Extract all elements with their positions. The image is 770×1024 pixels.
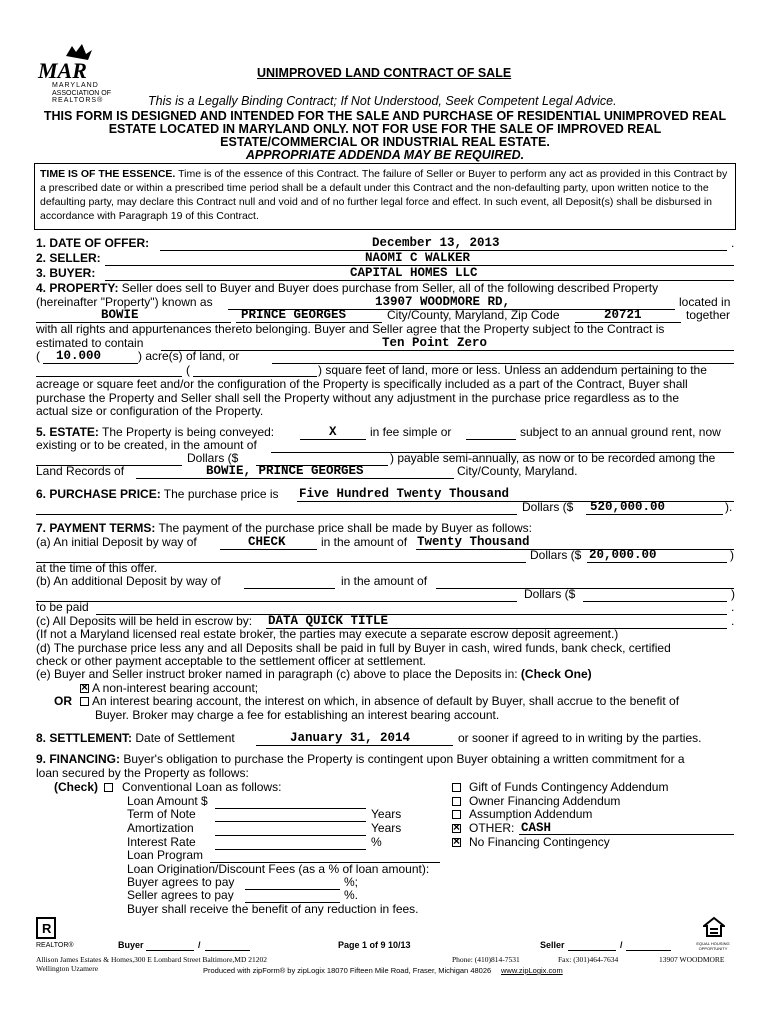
fee-simple-field[interactable]: X [329,425,337,439]
buyer-field[interactable]: CAPITAL HOMES LLC [350,266,478,280]
time-essence-box [34,163,736,230]
add-deposit-dollars: Dollars ($ [524,587,576,601]
estate-text3: subject to an annual ground rent, now [520,425,721,439]
footer-slash1: / [198,940,201,950]
property-text2: (hereinafter "Property") known as [36,295,213,309]
purchase-price-words-field[interactable]: Five Hundred Twenty Thousand [299,487,510,501]
header-line3: ESTATE/COMMERCIAL OR INDUSTRIAL REAL ESTATE. [220,135,550,149]
check-label: (Check) [54,780,99,794]
payment-b2: in the amount of [341,574,428,588]
city-county-zip: City/County, Maryland, Zip Code [387,308,560,322]
eho-label: EQUAL HOUSING OPPORTUNITY [696,941,730,951]
property-text5: acreage or square feet and/or the configuration of the Property is specifically included as a part of the Contract, Buyer shall [36,377,688,391]
payment-a2: in the amount of [321,535,408,549]
produced-with: Produced with zipForm® by zipLogix 18070 Fifteen Mile Road, Fraser, Michigan 48026 [203,966,492,975]
fees-label: Loan Origination/Discount Fees (as a % of loan amount): [127,862,430,876]
amort-label: Amortization [127,821,194,835]
or-label: OR [54,694,72,708]
deposit-dollars: Dollars ($ [530,548,582,562]
mar-logo-icon [36,42,106,82]
settlement-label: 8. SETTLEMENT: [36,731,133,745]
purchase-price-amount-field[interactable]: 520,000.00 [590,500,666,514]
financing-text1: Buyer's obligation to purchase the Property is contingent upon Buyer obtaining a written commitment for a [120,752,685,766]
payment-c1-dot: . [731,614,735,628]
payment-terms-text1: The payment of the purchase price shall be made by Buyer as follows: [155,521,533,535]
deposit-words-field[interactable]: Twenty Thousand [417,535,530,549]
page-title: UNIMPROVED LAND CONTRACT OF SALE [257,66,512,80]
date-of-offer-end: . [731,236,735,250]
sqft-paren: ( [186,363,190,377]
svg-text:MAR: MAR [38,58,87,82]
years1: Years [371,807,402,821]
property-text4: estimated to contain [36,336,144,350]
payment-a1: (a) An initial Deposit by way of [36,535,197,549]
owner-label: Owner Financing Addendum [469,794,621,808]
purchase-price-text1: The purchase price is [160,487,279,501]
realtor-label: REALTOR® [36,942,74,949]
purchase-price-end: ). [725,500,733,514]
settlement-date-field[interactable]: January 31, 2014 [290,731,411,745]
estate-text2: in fee simple or [370,425,452,439]
date-of-offer-label: 1. DATE OF OFFER: [36,236,150,250]
payment-a3: at the time of this offer. [36,561,158,575]
payment-e1: (e) Buyer and Seller instruct broker named in paragraph (c) above to place the Deposits in: [36,667,518,681]
settlement-text1: Date of Settlement [132,731,235,745]
acres-text: ) acre(s) of land, or [138,349,240,363]
property-text3: with all rights and appurtenances thereto belonging. Buyer and Seller agree that the Property subject to the Contract is [36,322,665,336]
payment-c1: (c) All Deposits will be held in escrow by: [36,614,253,628]
other-field[interactable]: CASH [521,821,552,835]
property-address-field[interactable]: 13907 WOODMORE RD, [375,295,511,309]
estate-label: 5. ESTATE: [36,425,99,439]
equal-housing-icon [703,916,725,941]
owner-checkbox[interactable] [452,797,461,806]
deposit-way-field[interactable]: CHECK [248,535,286,549]
other-checkbox[interactable] [452,824,461,833]
payment-b1: (b) An additional Deposit by way of [36,574,221,588]
zip-field[interactable]: 20721 [604,308,642,322]
program-label: Loan Program [127,848,204,862]
payment-c2: (If not a Maryland licensed real estate broker, the parties may execute a separate escrow deposit agreement.) [36,627,619,641]
pct3: %. [344,888,359,902]
deposit-amount-field[interactable]: 20,000.00 [589,548,657,562]
acres-open: ( [36,349,40,363]
together: together [686,308,731,322]
date-of-offer-field[interactable]: December 13, 2013 [372,236,500,250]
header-line2: ESTATE LOCATED IN MARYLAND ONLY. NOT FOR USE FOR THE SALE OF IMPROVED REAL [108,122,662,136]
estate-dollars: Dollars ($ [187,451,239,465]
estate-text7: City/County, Maryland. [457,464,578,478]
estate-text5: ) payable semi-annually, as now or to be recorded among the [390,451,716,465]
years2: Years [371,821,402,835]
essence-text: Time is of the essence of this Contract. The failure of Seller or Buyer to perform any act as provided in this Contract by a prescribed date or within a prescribed time period shall be a default under this Contract and the non-defaulting party, upon written notice to the defaulting party, may declare this Contract null and void and of no further legal force and effect. In such event, all Deposit(s) shall be disbursed in accordance with Paragraph 19 of this Contract. [40,168,728,222]
opt-interest: An interest bearing account, the interest on which, in absence of default by Buyer, shall accrue to the benefit of [92,694,680,708]
assumption-label: Assumption Addendum [469,807,593,821]
pct1: % [371,835,382,849]
gift-label: Gift of Funds Contingency Addendum [469,780,669,794]
payment-b3-dot: . [731,600,735,614]
county-field[interactable]: PRINCE GEORGES [241,308,347,322]
located-in: located in [679,295,731,309]
pct2: %; [344,875,359,889]
estimate-field[interactable]: Ten Point Zero [382,336,488,350]
opt-non-interest: A non-interest bearing account; [92,681,259,695]
check-one: (Check One) [517,667,592,681]
sqft-text: ) square feet of land, more or less. Unless an addendum pertaining to the [318,363,707,377]
logo-line2: ASSOCIATION OF [52,90,111,97]
gift-checkbox[interactable] [452,783,461,792]
agent-fax: Fax: (301)464-7634 [558,955,619,964]
purchase-price-label: 6. PURCHASE PRICE: [36,487,161,501]
property-text6: purchase the Property and Seller shall sell the Property without any adjustment in the purchase price regardless as to the [36,391,680,405]
logo-line3: REALTORS® [52,97,104,104]
property-text7: actual size or configuration of the Property. [36,404,264,418]
subtitle: This is a Legally Binding Contract; If Not Understood, Seek Competent Legal Advice. [148,94,617,108]
financing-text2: loan secured by the Property as follows: [36,766,249,780]
estate-text6: Land Records of [36,464,125,478]
essence-label: TIME IS OF THE ESSENCE. [40,168,176,180]
escrow-field[interactable]: DATA QUICK TITLE [268,614,389,628]
mar-logo [36,42,111,104]
realtor-logo-icon: R [36,917,56,939]
agent-phone: Phone: (410)814-7531 [452,955,520,964]
file-ref: 13907 WOODMORE [659,955,725,964]
buyer-label: 3. BUYER: [36,266,96,280]
payment-d2: check or other payment acceptable to the settlement officer at settlement. [36,654,426,668]
estate-text1: The Property is being conveyed: [98,425,275,439]
interest-checkbox[interactable] [80,697,89,706]
seller-field[interactable]: NAOMI C WALKER [365,251,471,265]
footer-buyer: Buyer [118,940,144,950]
add-deposit-close: ) [731,587,735,601]
opt-interest-b: Buyer. Broker may charge a fee for establishing an interest bearing account. [95,708,500,722]
payment-b3: to be paid [36,600,89,614]
purchase-price-dollars: Dollars ($ [522,500,574,514]
seller-label: 2. SELLER: [36,251,101,265]
conventional-checkbox[interactable] [104,783,113,792]
no-financing-label: No Financing Contingency [469,835,610,849]
header-line4: APPROPRIATE ADDENDA MAY BE REQUIRED. [245,148,525,162]
agent-address: Allison James Estates & Homes,300 E Lombard Street Baltimore,MD 21202 [36,955,268,964]
payment-d1: (d) The purchase price less any and all Deposits shall be paid in full by Buyer in cash, wired funds, bank check, certified [36,641,671,655]
other-label: OTHER: [469,821,515,835]
financing-label: 9. FINANCING: [36,752,120,766]
agent-name: Wellington Uzamere [36,964,99,973]
benefit-text: Buyer shall receive the benefit of any reduction in fees. [127,902,419,916]
ziplogix-link[interactable]: www.zipLogix.com [501,966,563,975]
loan-amount-label: Loan Amount $ [127,794,208,808]
header-line1: THIS FORM IS DESIGNED AND INTENDED FOR THE SALE AND PURCHASE OF RESIDENTIAL UNIMPROVED REAL [43,109,727,123]
non-interest-checkbox[interactable] [80,684,89,693]
property-text1: Seller does sell to Buyer and Buyer does purchase from Seller, all of the following described Property [118,281,659,295]
settlement-text2: or sooner if agreed to in writing by the parties. [458,731,702,745]
term-label: Term of Note [127,807,196,821]
land-records-field[interactable]: BOWIE, PRINCE GEORGES [206,464,364,478]
rate-label: Interest Rate [127,835,196,849]
buyer-pay-label: Buyer agrees to pay [127,875,235,889]
deposit-close: ) [730,548,734,562]
footer-seller: Seller [540,940,565,950]
footer-page: Page 1 of 9 10/13 [338,940,411,950]
payment-terms-label: 7. PAYMENT TERMS: [36,521,156,535]
conventional-label: Conventional Loan as follows: [122,780,282,794]
logo-line1: MARYLAND [52,82,99,89]
estate-text4: existing or to be created, in the amount of [36,438,257,452]
footer-slash2: / [620,940,623,950]
seller-pay-label: Seller agrees to pay [127,888,234,902]
no-financing-checkbox[interactable] [452,838,461,847]
acres-field[interactable]: 10.000 [56,349,102,363]
city-field[interactable]: BOWIE [101,308,139,322]
assumption-checkbox[interactable] [452,810,461,819]
property-label: 4. PROPERTY: [36,281,119,295]
